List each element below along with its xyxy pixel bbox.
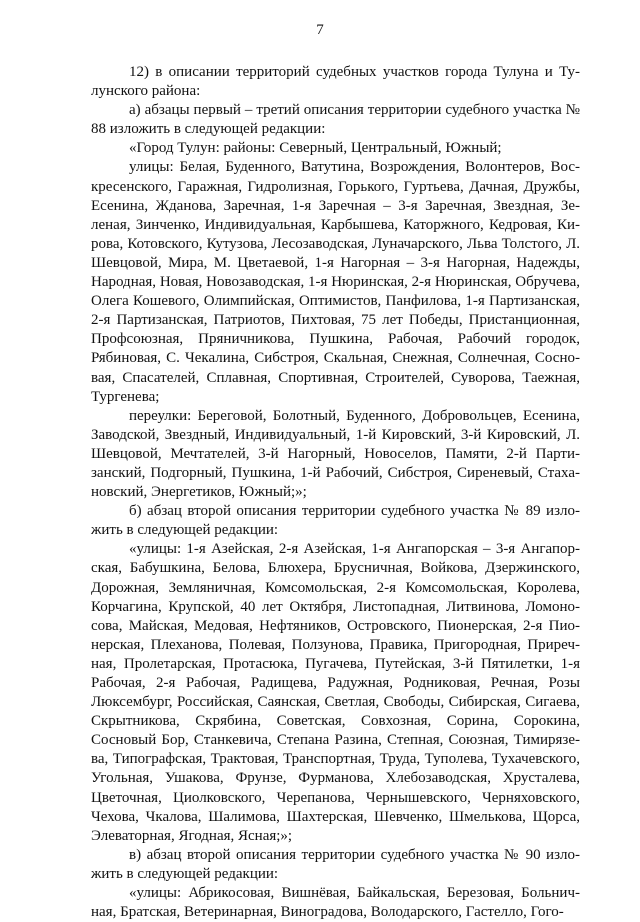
paragraph-streets-88: улицы: Белая, Буденного, Ватутина, Возрождения, Волонтеров, Воскресенского, Гаражная, Гидролизная, Горького, Гуртьева, Дачная, Дружбы, Есенина, Жданова, Заречная, 1-я Заречная – 3-я Заречная, Звездная, Зеленая, Зинченко, Индивидуальная, Карбышева, Каторжного, Кедровая, Кирова, Котовского, Кутузова, Лесозаводская, Луначарского, Льва Толстого, Л. Шевцовой, Мира, М. Цветаевой, 1-я Нагорная – 3-я Нагорная, Надежды, Народная, Новая, Новозаводская, 1-я Нюринская, 2-я Нюринская, Обручева, Олега Кошевого, Олимпийская, Оптимистов, Панфилова, 1-я Партизанская, 2-я Партизанская, Патриотов, Пихтовая, 75 лет Победы, Пристанционная, Профсоюзная, Пряничникова, Пушкина, Рабочая, Рабочий городок, Рябиновая, С. Чекалина, Сибстроя, Скальная, Снежная, Солнечная, Сосновая, Спасателей, Сплавная, Спортивная, Строителей, Суворова, Таежная, Тургенева;: [91, 159, 580, 405]
paragraph-lanes-88: переулки: Береговой, Болотный, Буденного, Добровольцев, Есенина, Заводской, Звездный, Индивидуальный, 1-й Кировский, 3-й Кировский, Л. Шевцовой, Мечтателей, 3-й Нагорный, Новоселов, Памяти, 2-й Партизанский, Подгорный, Пушкина, 1-й Рабочий, Сибстроя, Сиреневый, Стахановский, Энергетиков, Южный;»;: [91, 407, 580, 501]
paragraph-subitem-a: а) абзацы первый – третий описания территории судебного участка № 88 изложить в следующей редакции:: [91, 102, 580, 138]
paragraph-streets-90: «улицы: Абрикосовая, Вишнёвая, Байкальская, Березовая, Больничная, Братская, Ветеринарная, Виноградова, Володарского, Гастелло, Гого-: [91, 885, 580, 921]
paragraph-subitem-b: б) абзац второй описания территории судебного участка № 89 изложить в следующей редакции:: [91, 503, 580, 539]
paragraph-tulun-districts: «Город Тулун: районы: Северный, Центральный, Южный;: [129, 140, 502, 157]
paragraph-subitem-v: в) абзац второй описания территории судебного участка № 90 изложить в следующей редакции:: [91, 846, 580, 882]
document-body: [91, 63, 580, 922]
paragraph-streets-89: «улицы: 1-я Азейская, 2-я Азейская, 1-я Ангапорская – 3-я Ангапорская, Бабушкина, Белова, Блюхера, Брусничная, Войкова, Дзержинского, Дорожная, Земляничная, Комсомольская, 2-я Комсомольская, Королева, Корчагина, Крупской, 40 лет Октября, Листопадная, Литвинова, Ломоносова, Майская, Медовая, Нефтяников, Островского, Пионерская, 2-я Пионерская, Плеханова, Полевая, Ползунова, Правика, Пригородная, Приречная, Пролетарская, Протасюка, Пугачева, Путейская, 3-й Пятилетки, 1-я Рабочая, 2-я Рабочая, Радищева, Радужная, Родниковая, Речная, Розы Люксембург, Российская, Саянская, Светлая, Свободы, Сибирская, Сигаева, Скрытникова, Скрябина, Советская, Совхозная, Сорина, Сорокина, Сосновый Бор, Станкевича, Степана Разина, Степная, Союзная, Тимирязева, Типографская, Трактовая, Транспортная, Труда, Туполева, Тухачевского, Угольная, Ушакова, Фрунзе, Фурманова, Хлебозаводская, Хрусталева, Цветочная, Циолковского, Черепанова, Чернышевского, Черняховского, Чехова, Чкалова, Шалимова, Шахтерская, Шевченко, Шмелькова, Щорса, Элеваторная, Ягодная, Ясная;»;: [91, 541, 580, 844]
page-number: 7: [316, 22, 324, 38]
paragraph-item-12-heading: 12) в описании территорий судебных участков города Тулуна и Тулунского района:: [91, 64, 580, 100]
